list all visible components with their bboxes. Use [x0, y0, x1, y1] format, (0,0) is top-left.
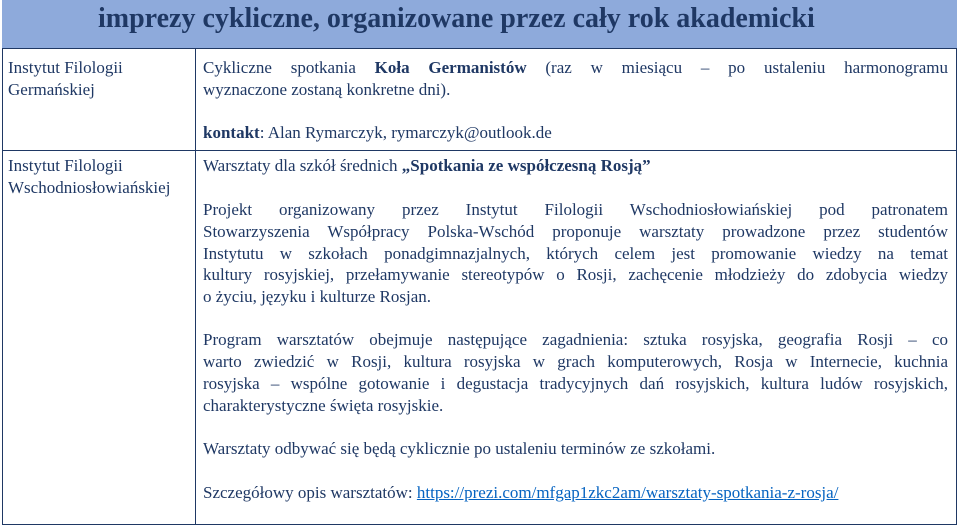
paragraph-line: Stowarzyszenia Współpracy Polska-Wschód proponuje warsztaty prowadzone przez studentów	[203, 222, 948, 241]
row-divider	[2, 150, 957, 151]
event-text: Cykliczne spotkania	[203, 58, 375, 77]
institute-name: Instytut Filologii Wschodniosłowiańskiej	[8, 156, 171, 197]
paragraph-line: Program warsztatów obejmuje następujące zagadnienia: sztuka rosyjska, geografia Rosji – co	[203, 330, 948, 349]
details-line	[203, 482, 948, 504]
workshop-heading-text: Warsztaty dla szkół średnich	[203, 156, 402, 175]
details-label: Szczegółowy opis warsztatów:	[203, 483, 417, 502]
contact-line	[203, 122, 948, 144]
column-divider	[195, 48, 196, 525]
prezi-link[interactable]: https://prezi.com/mfgap1zkc2am/warsztaty-spotkania-z-rosja/	[416, 483, 839, 502]
contact-label: kontakt	[203, 123, 260, 142]
event-description-line: wyznaczone zostaną konkretne dni).	[203, 80, 451, 99]
institute-name: Instytut Filologii Germańskiej	[8, 58, 123, 99]
paragraph-line: Instytutu w szkołach ponadgimnazjalnych, których celem jest promowanie wiedzy na temat	[203, 244, 948, 263]
paragraph-line: Projekt organizowany przez Instytut Filologii Wschodniosłowiańskiej pod patronatem	[203, 200, 948, 219]
workshop-title: „Spotkania ze współczesną Rosją”	[401, 156, 651, 175]
paragraph-line: charakterystyczne święta rosyjskie.	[203, 396, 444, 415]
schedule-note: Warsztaty odbywać się będą cyklicznie po ustaleniu terminów ze szkołami.	[203, 439, 716, 458]
event-description	[203, 57, 948, 79]
table-bottom-border	[2, 524, 957, 525]
club-name: Koła Germanistów	[374, 58, 527, 77]
contact-value: : Alan Rymarczyk, rymarczyk@outlook.de	[259, 123, 552, 142]
workshop-heading	[203, 155, 948, 177]
table-left-border	[2, 48, 3, 525]
paragraph-line: o życiu, języku i kulturze Rosjan.	[203, 287, 432, 306]
page-title: imprezy cykliczne, organizowane przez cały rok akademicki	[98, 3, 815, 34]
paragraph-line: rosyjska – wspólne gotowanie i degustacja tradycyjnych dań rosyjskich, kultura ludów rosyjskich,	[203, 374, 948, 393]
event-text: (raz w miesiącu – po ustaleniu harmonogramu	[526, 58, 948, 77]
table-right-border	[956, 48, 957, 525]
paragraph-line: kultury rosyjskiej, przełamywanie stereotypów o Rosji, zachęcenie młodzieży do zdobycia wiedzy	[203, 265, 948, 284]
paragraph-line: warto zwiedzić w Rosji, kultura rosyjska w grach komputerowych, Rosja w Internecie, kuchnia	[203, 352, 948, 371]
table-top-border	[2, 48, 957, 49]
